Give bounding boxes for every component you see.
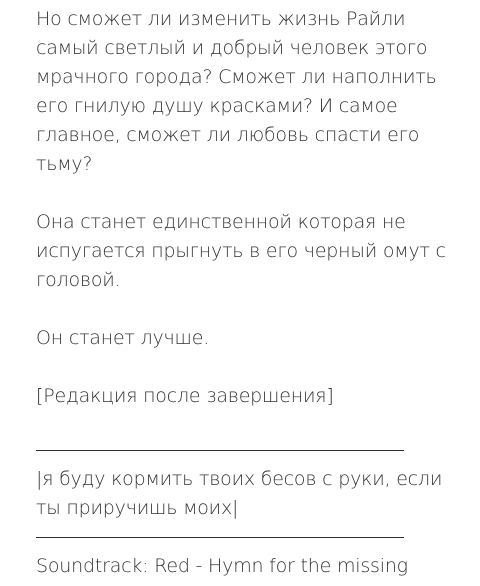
edit-note: [Редакция после завершения] (36, 385, 334, 407)
paragraph-he-will: Он станет лучше. (36, 327, 210, 349)
paragraph-she-will: Она станет единственной которая не испугается прыгнуть в его черный омут с головой. (36, 211, 446, 291)
chapter-text (36, 5, 456, 581)
paragraph-gap (36, 353, 456, 382)
paragraph-gap (36, 411, 456, 436)
soundtrack-line: Soundtrack: Red - Hymn for the missing (36, 555, 408, 577)
divider-top (36, 450, 404, 451)
divider-top-wrap (36, 436, 456, 465)
paragraph-gap (36, 295, 456, 324)
divider-bottom (36, 537, 404, 538)
epigraph-quote: |я буду кормить твоих бесов с руки, если ты приручишь моих| (36, 468, 443, 519)
divider-bottom-wrap (36, 523, 456, 552)
paragraph-gap (36, 179, 456, 208)
paragraph-intro-questions: Но сможет ли изменить жизнь Райли самый светлый и добрый человек этого мрачного города? Сможет ли наполнить его гнилую душу красками? И самое главное, сможет ли любовь спасти его тьму? (36, 8, 437, 175)
